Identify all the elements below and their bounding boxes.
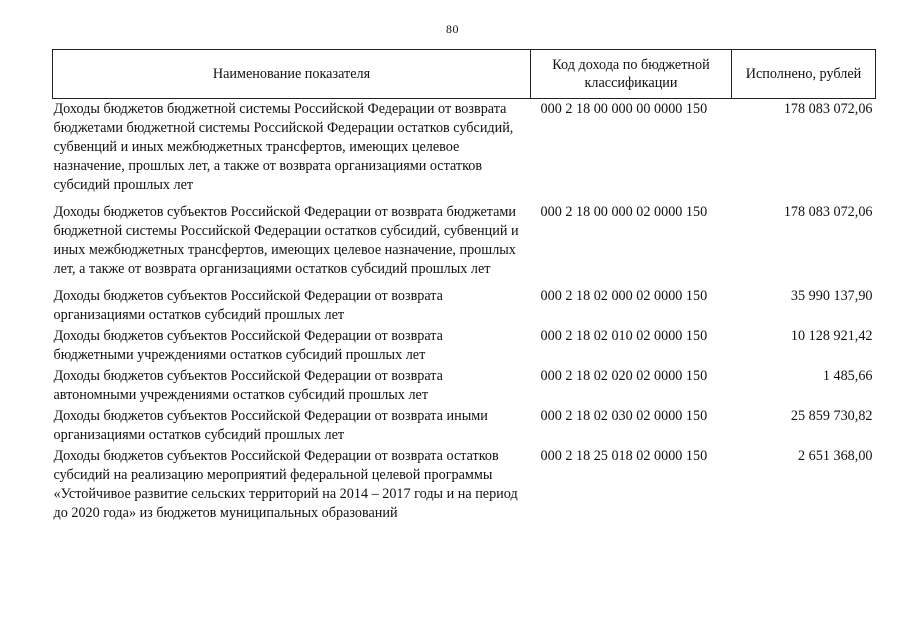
row-name: Доходы бюджетов субъектов Российской Федерации от возврата остатков субсидий на реализацию мероприятий федеральной целевой программы «Устойчивое развитие сельских территорий на 2014 – 2017 годы и на период до 2020 года» из бюджетов муниципальных образований bbox=[53, 448, 518, 521]
table-row bbox=[53, 99, 876, 204]
row-code: 000 2 18 00 000 00 0000 150 bbox=[540, 101, 708, 117]
table-row bbox=[53, 367, 876, 407]
row-code: 000 2 18 02 030 02 0000 150 bbox=[540, 408, 708, 424]
table-row bbox=[53, 287, 876, 327]
row-code: 000 2 18 00 000 02 0000 150 bbox=[540, 204, 708, 220]
table-body bbox=[53, 99, 876, 532]
row-amount: 178 083 072,06 bbox=[783, 101, 873, 117]
row-amount: 1 485,66 bbox=[822, 368, 873, 384]
table-row bbox=[53, 203, 876, 287]
row-code: 000 2 18 02 000 02 0000 150 bbox=[540, 288, 708, 304]
row-name: Доходы бюджетов бюджетной системы Российской Федерации от возврата бюджетами бюджетной системы Российской Федерации остатков субсидий, субвенций и иных межбюджетных трансфертов, имеющих целевое назначение, прошлых лет, а также от возврата организациями остатков субсидий прошлых лет bbox=[53, 101, 514, 193]
table-header bbox=[53, 50, 876, 99]
row-amount: 2 651 368,00 bbox=[798, 448, 873, 464]
row-amount: 178 083 072,06 bbox=[783, 204, 873, 220]
table-row bbox=[53, 447, 876, 531]
page-number: 80 bbox=[446, 22, 459, 36]
row-name: Доходы бюджетов субъектов Российской Федерации от возврата автономными учреждениями остатков субсидий прошлых лет bbox=[53, 368, 443, 403]
table-row bbox=[53, 327, 876, 367]
header-name: Наименование показателя bbox=[53, 50, 531, 99]
header-amount: Исполнено, рублей bbox=[732, 50, 876, 99]
row-code: 000 2 18 25 018 02 0000 150 bbox=[540, 448, 708, 464]
revenue-table bbox=[52, 49, 876, 531]
header-row bbox=[53, 50, 876, 99]
row-name: Доходы бюджетов субъектов Российской Федерации от возврата бюджетами бюджетной системы Российской Федерации остатков субсидий, субвенций и иных межбюджетных трансфертов, имеющих целевое назначение, прошлых лет, а также от возврата организациями остатков субсидий прошлых лет bbox=[53, 204, 519, 277]
row-code: 000 2 18 02 020 02 0000 150 bbox=[540, 368, 708, 384]
row-name: Доходы бюджетов субъектов Российской Федерации от возврата организациями остатков субсидий прошлых лет bbox=[53, 288, 443, 323]
row-amount: 25 859 730,82 bbox=[790, 408, 873, 424]
row-name: Доходы бюджетов субъектов Российской Федерации от возврата бюджетными учреждениями остатков субсидий прошлых лет bbox=[53, 328, 443, 363]
row-name: Доходы бюджетов субъектов Российской Федерации от возврата иными организациями остатков субсидий прошлых лет bbox=[53, 408, 488, 443]
row-amount: 10 128 921,42 bbox=[790, 328, 873, 344]
row-amount: 35 990 137,90 bbox=[790, 288, 873, 304]
header-code: Код дохода по бюджетной классификации bbox=[531, 50, 732, 99]
row-code: 000 2 18 02 010 02 0000 150 bbox=[540, 328, 708, 344]
table-row bbox=[53, 407, 876, 447]
